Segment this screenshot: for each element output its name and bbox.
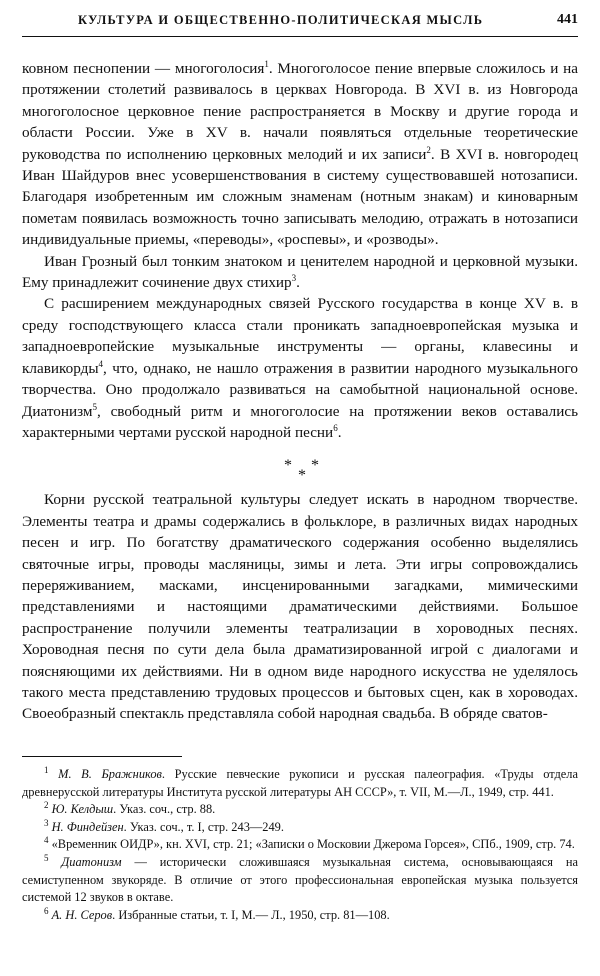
running-header [22,10,578,37]
paragraph-1: ковном песнопении — многоголосия$^1$. Многоголосое пение впервые сложилось и на протяжении столетий развивалось в церквах Новгорода. В XVI в. из Новгорода многоголосное церковное пение распространяется в Москву и другие города и области России. Уже в XV в. начали появляться отдельные теоретические руководства по исполнению церковных мелодий и их записи$^2$. В XVI в. новгородец Иван Шайдуров внес усовершенствования в систему существовавшей нотозаписи. Благодаря изобретенным им сложным знаменам (нотным знакам) и киноварным пометам появилась возможность точно записывать мелодию, отражать в нотозаписи индивидуальные приемы, «переводы», «роспевы», и «розводы». [22,58,578,249]
footnote-6: $^6$ А. Н. Серов. Избранные статьи, т. I, М.— Л., 1950, стр. 81—108. [44,905,390,922]
footnote-2: $^2$ Ю. Келдыш. Указ. соч., стр. 88. [44,800,216,817]
page-number: 441 [557,12,578,27]
footnote-5: $^5$ Диатонизм — исторически сложившаяся музыкальная система, основывающаяся на семиступенном звукоряде. В отличие от этого профессиональная европейская музыка пользуется системой 12 звуков в октаве. [22,852,578,905]
footnote-ref-6: 6 [333,422,338,433]
paragraph-4: Корни русской театральной культуры следует искать в народном творчестве. Элементы театра и драмы содержались в фольклоре, в различных видах народных песен и игр. По богатству драматического содержания особенно выделялись святочные игры, проводы масляницы, зимы и лета. Эти игры сопровождались переряживанием, масками, инсценированными загадками, мимическими представлениями и настоящими драматическими действиями. Большое распространение получили элементы театрализации в хороводных песнях. Хороводная песня по сути дела была драматизированной игрой с диалогами и поясняющими их действиями. Ни в одном виде народного искусства не уделялось такого места представлению трудовых процессов и бытовых сцен, как в хороводах. Своеобразный спектакль представляла собой народная свадьба. В обряде сватов- [22,491,578,723]
main-text [22,58,578,725]
footnote-1: $^1$ М. В. Бражников. Русские певческие рукописи и русская палеография. «Труды отдела древнерусской литературы Института русской литературы АН СССР», т. VII, М.—Л., 1949, стр. 441. [22,764,578,799]
footnote-ref-2: 2 [426,144,431,155]
paragraph-2: Иван Грозный был тонким знатоком и ценителем народной и церковной музыки. Ему принадлежит сочинение двух стихир$^3$. [22,252,578,292]
section-asterism: * * * [284,457,319,485]
footnote-4: $^4$ «Временник ОИДР», кн. XVI, стр. 21; «Записки о Московии Джерома Горсея», СПб., 1909, стр. 74. [44,835,575,852]
footnotes [22,766,578,924]
footnote-ref-3: 3 [291,273,297,283]
footnote-ref-4: 4 [98,358,104,369]
footnote-divider [22,756,182,757]
footnote-3: $^3$ Н. Финдейзен. Указ. соч., т. I, стр. 243—249. [44,817,284,834]
footnote-ref-1: 1 [264,58,269,69]
footnote-ref-5: 5 [92,401,98,412]
paragraph-3: С расширением международных связей Русского государства в конце XV в. в среду господствующего класса стали проникать западноевропейская музыка и западноевропейские музыкальные инструменты — органы, клавесины и клавикорды$^4$, что, однако, не нашло отражения в развитии народного музыкального творчества. Оно продолжало развиваться на самобытной национальной основе. Диатонизм$^5$, свободный ритм и многоголосие на протяжении веков оставались характерными чертами русской народной песни$^6$. [22,295,578,441]
running-title: КУЛЬТУРА И ОБЩЕСТВЕННО-ПОЛИТИЧЕСКАЯ МЫСЛЬ [78,13,484,27]
